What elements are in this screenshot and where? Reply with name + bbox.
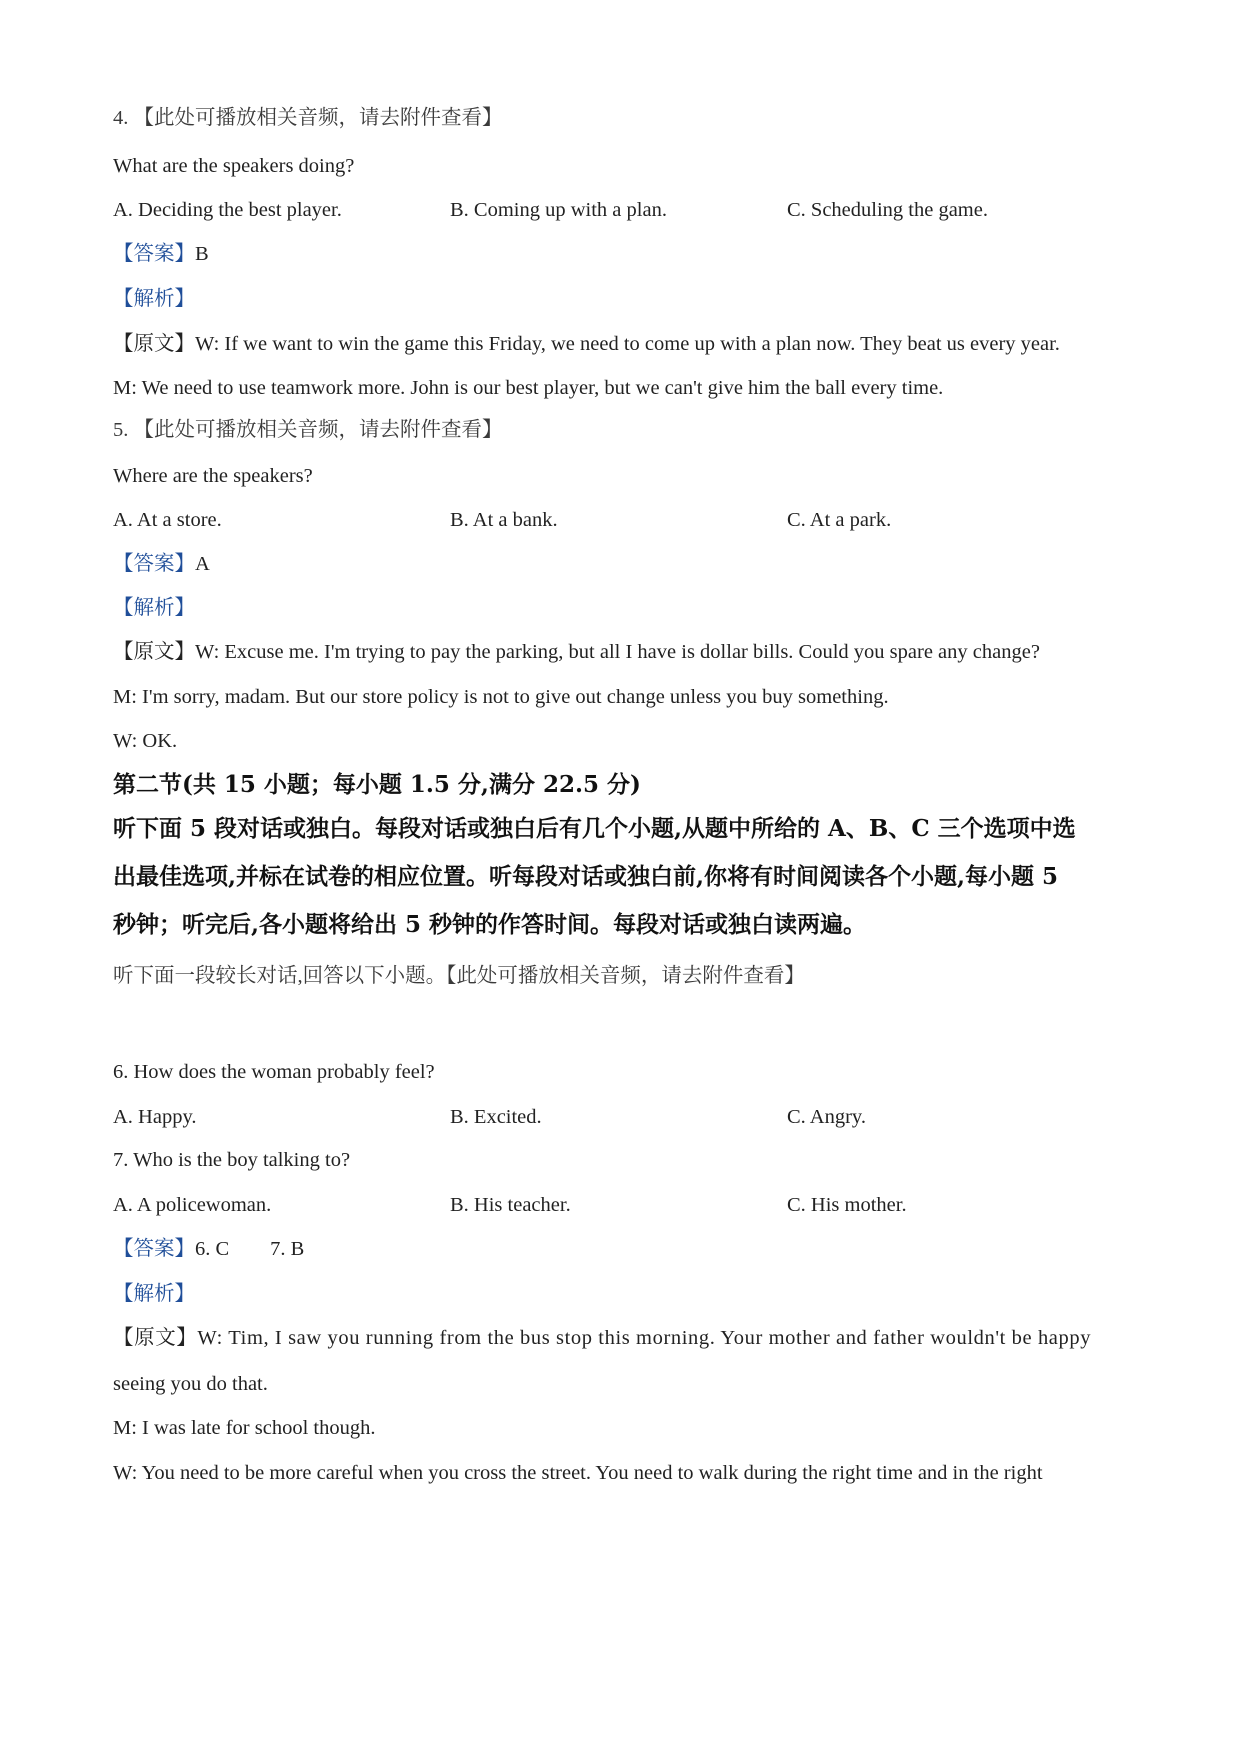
section-title: 第二节(共 15 小题；每小题 1.5 分,满分 22.5 分) (113, 771, 641, 798)
q4-answer (113, 240, 209, 268)
transcript-text: W: Tim, I saw you running from the bus stop this morning. Your mother and father wouldn't be happy (197, 1327, 1092, 1349)
q5-transcript-line-2: M: I'm sorry, madam. But our store policy is not to give out change unless you buy something. (113, 686, 889, 708)
q5-option-c: C. At a park. (787, 509, 892, 531)
q4-option-a: A. Deciding the best player. (113, 199, 342, 221)
q4-options (113, 196, 1133, 224)
q4-transcript-line-2: M: We need to use teamwork more. John is our best player, but we can't give him the ball every time. (113, 377, 944, 399)
section-intro: 听下面一段较长对话,回答以下小题。【此处可播放相关音频，请去附件查看】 (113, 965, 805, 987)
answer-value: B (195, 243, 209, 265)
q5-option-b: B. At a bank. (450, 509, 558, 531)
q7-option-c: C. His mother. (787, 1194, 907, 1216)
q5-analysis-tag: 【解析】 (113, 597, 195, 619)
q67-transcript-line-3: M: I was late for school though. (113, 1417, 376, 1439)
q4-header: 4. 【此处可播放相关音频，请去附件查看】 (113, 107, 503, 129)
q4-analysis-tag: 【解析】 (113, 288, 195, 310)
transcript-tag: 【原文】 (113, 1327, 198, 1349)
transcript-tag: 【原文】 (113, 641, 195, 663)
answer-tag: 【答案】 (113, 243, 195, 265)
q5-transcript-line-1 (113, 638, 1040, 666)
q6-question: 6. How does the woman probably feel? (113, 1061, 435, 1083)
q4-question: What are the speakers doing? (113, 155, 355, 177)
q4-transcript-line-1 (113, 330, 1060, 358)
q4-option-c: C. Scheduling the game. (787, 199, 988, 221)
section-instructions-line-3: 秒钟；听完后,各小题将给出 5 秒钟的作答时间。每段对话或独白读两遍。 (113, 911, 867, 938)
q67-analysis-tag: 【解析】 (113, 1283, 195, 1305)
q5-options (113, 506, 1133, 534)
transcript-tag: 【原文】 (113, 333, 195, 355)
q5-header: 5. 【此处可播放相关音频，请去附件查看】 (113, 419, 503, 441)
answer-tag: 【答案】 (113, 1238, 195, 1260)
q5-transcript-line-3: W: OK. (113, 730, 178, 752)
q67-transcript-line-4: W: You need to be more careful when you cross the street. You need to walk during the right time and in the right (113, 1462, 1043, 1484)
q4-option-b: B. Coming up with a plan. (450, 199, 667, 221)
answer-tag: 【答案】 (113, 553, 195, 575)
q6-option-c: C. Angry. (787, 1106, 866, 1128)
q5-answer (113, 550, 210, 578)
q5-option-a: A. At a store. (113, 509, 222, 531)
section-instructions-line-1: 听下面 5 段对话或独白。每段对话或独白后有几个小题,从题中所给的 A、B、C 三个选项中选 (113, 815, 1076, 842)
q7-option-a: A. A policewoman. (113, 1194, 272, 1216)
q67-transcript-line-1 (113, 1324, 1091, 1352)
q6-option-b: B. Excited. (450, 1106, 542, 1128)
q6-option-a: A. Happy. (113, 1106, 197, 1128)
q67-answer (113, 1235, 304, 1263)
q7-option-b: B. His teacher. (450, 1194, 571, 1216)
answer-value: A (195, 553, 210, 575)
q6-options (113, 1103, 1133, 1131)
transcript-text: W: If we want to win the game this Friday, we need to come up with a plan now. They beat us every year. (195, 333, 1060, 355)
q5-question: Where are the speakers? (113, 465, 313, 487)
q67-transcript-line-2: seeing you do that. (113, 1373, 268, 1395)
answer-value: 6. C 7. B (195, 1238, 305, 1260)
q7-question: 7. Who is the boy talking to? (113, 1149, 351, 1171)
q7-options (113, 1191, 1133, 1219)
transcript-text: W: Excuse me. I'm trying to pay the parking, but all I have is dollar bills. Could you spare any change? (195, 641, 1040, 663)
section-instructions-line-2: 出最佳选项,并标在试卷的相应位置。听每段对话或独白前,你将有时间阅读各个小题,每小题 5 (113, 863, 1059, 890)
